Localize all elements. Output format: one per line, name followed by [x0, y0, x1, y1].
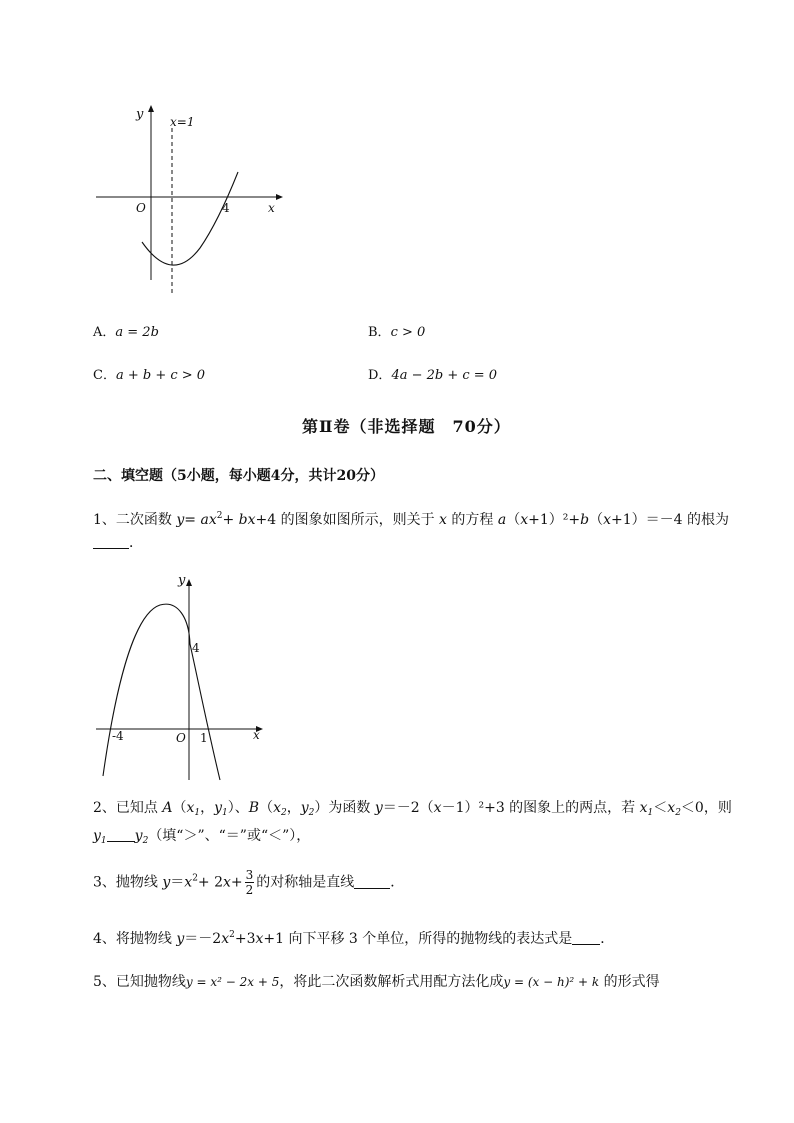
- answer-blank-2[interactable]: [107, 827, 135, 842]
- graph-2-x-label: x: [253, 728, 260, 742]
- graph-2-y-label: y: [178, 573, 186, 588]
- question-1: 1、二次函数 $y= ax^2+ bx+4$ 的图象如图所示，则关于 x 的方程 a（x+1）²+b（x+1）＝－4 的根为: [93, 511, 729, 528]
- graph-1-vline-label: x=1: [170, 115, 195, 129]
- option-a: A．a = 2b: [93, 325, 159, 340]
- question-4: 4、将抛物线 $y=-2x^2+3x+1$ 向下平移 3 个单位，所得的抛物线的表达式是 ．: [93, 930, 615, 947]
- graph-2-y-tick: 4: [192, 641, 200, 655]
- option-b: B．c > 0: [368, 325, 426, 340]
- graph-2-x-tick-pos: 1: [200, 731, 208, 745]
- graph-1-x-tick: 4: [222, 201, 230, 215]
- answer-blank-4[interactable]: [572, 930, 600, 945]
- fraction-three-halves: $\frac{3}{2}$: [245, 868, 254, 897]
- section-heading: 二、填空题（5小题，每小题4分，共计20分）: [93, 468, 384, 484]
- question-1-line-2: ．: [93, 533, 143, 553]
- option-d: D．4a − 2b + c = 0: [368, 368, 498, 383]
- graph-2: [90, 570, 270, 782]
- graph-1-origin: O: [136, 201, 146, 215]
- option-c: C．a + b + c > 0: [93, 368, 206, 383]
- answer-blank-1[interactable]: [93, 534, 129, 549]
- part2-title: 第Ⅱ卷（非选择题 70分）: [302, 417, 511, 436]
- question-2: 2、已知点 $A(x_1$，$y_1$）、$B(x_2$，$y_2$）为函数 y＝－2（x－1）²+3 的图象上的两点，若 $x_1<x_2<0$，则: [93, 800, 732, 818]
- answer-blank-3[interactable]: [354, 874, 390, 889]
- question-3: 3、抛物线 $y=x^2+ 2x+$ $\frac{3}{2}$ 的对称轴是直线 ．: [93, 868, 405, 897]
- question-5: 5、已知抛物线y = x² − 2x + 5，将此二次函数解析式用配方法化成y = (x − h)² + k 的形式得: [93, 974, 660, 990]
- graph-1: [90, 100, 290, 300]
- graph-2-origin: O: [176, 731, 186, 745]
- graph-1-parabola: [142, 172, 238, 265]
- graph-1-x-label: x: [268, 201, 275, 215]
- graph-1-y-label: y: [136, 107, 144, 122]
- graph-1-axes: [96, 105, 283, 280]
- question-2-line-2: $y_1$ $y_2$（填“＞”、“＝”或“＜”），: [93, 828, 311, 846]
- graph-2-parabola: [103, 604, 220, 780]
- graph-2-x-tick-neg: -4: [112, 729, 124, 743]
